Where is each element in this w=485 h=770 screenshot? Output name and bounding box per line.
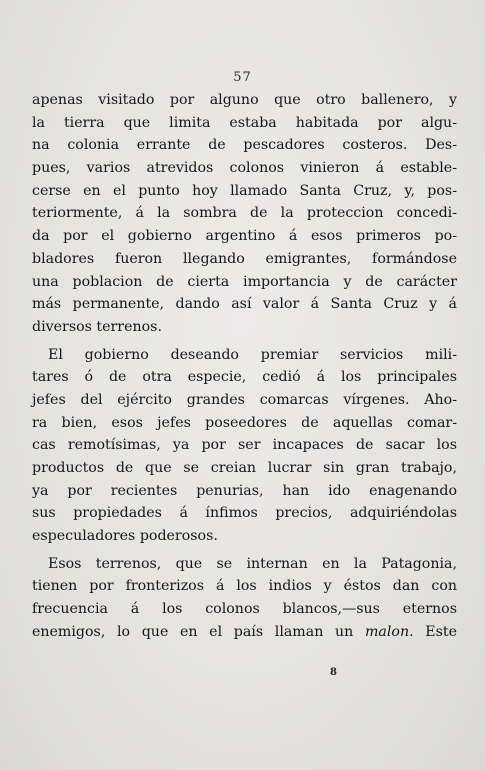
- page-number: 57: [233, 70, 252, 85]
- text-line: ya por recientes penurias, han ido enagenando: [32, 482, 457, 499]
- paragraph-3: [32, 553, 457, 644]
- text-segment: enemigos, lo que en el país llaman un: [32, 623, 354, 640]
- text-line: la tierra que limita estaba habitada por algu-: [32, 114, 457, 131]
- text-line: frecuencia á los colonos blancos,—sus eternos: [32, 601, 457, 618]
- text-segment: Este: [425, 623, 457, 640]
- text-line: más permanente, dando así valor á Santa Cruz y á: [32, 296, 457, 313]
- page-body-text: [32, 89, 457, 644]
- text-line: jefes del ejército grandes comarcas vírgenes. Aho-: [32, 391, 457, 408]
- text-line: da por el gobierno argentino á esos primeros po-: [32, 228, 457, 245]
- text-line: tares ó de otra especie, cedió á los principales: [32, 369, 457, 386]
- text-line: tienen por fronterizos á los indios y éstos dan con: [32, 578, 457, 595]
- text-line: El gobierno deseando premiar servicios mili-: [48, 346, 457, 363]
- text-line: una poblacion de cierta importancia y de carácter: [32, 273, 457, 290]
- text-line: apenas visitado por alguno que otro ballenero, y: [32, 92, 457, 108]
- text-line: cerse en el punto hoy llamado Santa Cruz, y, pos-: [32, 182, 457, 199]
- paragraph-1: [32, 89, 457, 339]
- text-line: sus propiedades á ínfimos precios, adquiriéndolas: [32, 505, 457, 522]
- text-line: productos de que se creian lucrar sin gran trabajo,: [32, 460, 457, 476]
- text-line: Esos terrenos, que se internan en la Patagonia,: [48, 555, 457, 572]
- text-line: ra bien, esos jefes poseedores de aquellas comar-: [32, 414, 457, 431]
- italic-word: malon.: [364, 623, 414, 640]
- text-line: diversos terrenos.: [32, 318, 162, 335]
- text-line: na colonia errante de pescadores costeros. Des-: [32, 137, 457, 154]
- printer-signature-mark: 8: [330, 667, 337, 678]
- text-line: bladores fueron llegando emigrantes, formándose: [32, 250, 457, 267]
- text-line: teriormente, á la sombra de la proteccion concedi-: [32, 205, 457, 222]
- text-line-with-italic: [32, 621, 457, 644]
- text-line: especuladores poderosos.: [32, 528, 218, 545]
- text-line: pues, varios atrevidos colonos vinieron á estable-: [32, 160, 457, 177]
- text-line: cas remotísimas, ya por ser incapaces de sacar los: [32, 437, 457, 454]
- paragraph-2: [32, 344, 457, 548]
